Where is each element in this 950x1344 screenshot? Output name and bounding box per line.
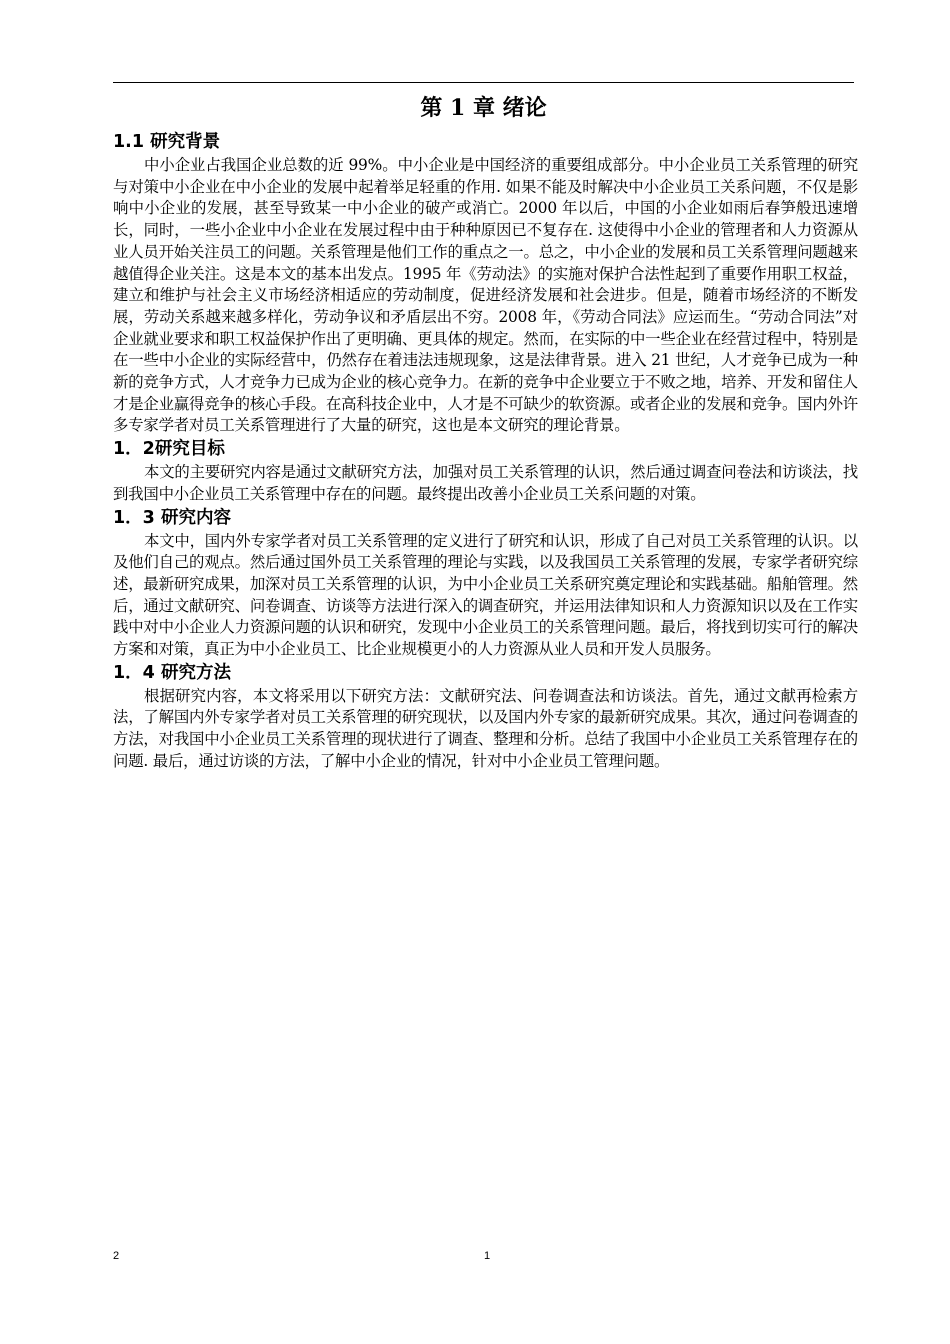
header-rule xyxy=(113,82,854,83)
section-heading-method: 1．4 研究方法 xyxy=(113,662,231,683)
section-paragraph-content: 本文中，国内外专家学者对员工关系管理的定义进行了研究和认识，形成了自己对员工关系管理的认识。以及他们自己的观点。然后通过国外员工关系管理的理论与实践，以及我国员工关系管理的发展，专家学者研究综述，最新研究成果，加深对员工关系管理的认识，为中小企业员工关系研究奠定理论和实践基础。船舶管理。然后，通过文献研究、问卷调查、访谈等方法进行深入的调查研究，并运用法律知识和人力资源知识以及在工作实践中对中小企业人力资源问题的认识和研究，发现中小企业员工的关系管理问题。最后，将找到切实可行的解决方案和对策，真正为中小企业员工、比企业规模更小的人力资源从业人员和开发人员服务。 xyxy=(113,531,858,659)
footer-page-number-left: 2 xyxy=(113,1250,120,1262)
section-paragraph-method: 根据研究内容，本文将采用以下研究方法：文献研究法、问卷调查法和访谈法。首先，通过文献再检索方法，了解国内外专家学者对员工关系管理的研究现状，以及国内外专家的最新研究成果。其次，通过问卷调查的方法，对我国中小企业员工关系管理的现状进行了调查、整理和分析。总结了我国中小企业员工关系管理存在的问题. 最后，通过访谈的方法，了解中小企业的情况，针对中小企业员工管理问题。 xyxy=(113,686,858,770)
document-body xyxy=(113,130,858,773)
section-heading-content: 1．3 研究内容 xyxy=(113,507,231,528)
section-paragraph-objective: 本文的主要研究内容是通过文献研究方法，加强对员工关系管理的认识，然后通过调查问卷法和访谈法，找到我国中小企业员工关系管理中存在的问题。最终提出改善小企业员工关系问题的对策。 xyxy=(113,463,858,503)
section-heading-objective: 1．2研究目标 xyxy=(113,439,225,460)
section-heading-background: 1.1 研究背景 xyxy=(113,132,221,152)
chapter-title: 第 1 章 绪论 xyxy=(420,95,547,121)
footer-page-number-center: 1 xyxy=(484,1250,491,1262)
section-paragraph-background: 中小企业占我国企业总数的近 99%。中小企业是中国经济的重要组成部分。中小企业员工关系管理的研究与对策中小企业在中小企业的发展中起着举足轻重的作用. 如果不能及时解决中小企业员工关系问题，不仅是影响中小企业的发展，甚至导致某一中小企业的破产或消亡。2000 年以后，中国的小企业如雨后春笋般迅速增长，同时，一些小企业中小企业在发展过程中由于种种原因已不复存在. 这使得中小企业的管理者和人力资源从业人员开始关注员工的问题。关系管理是他们工作的重点之一。总之，中小企业的发展和员工关系管理问题越来越值得企业关注。这是本文的基本出发点。1995 年《劳动法》的实施对保护合法性起到了重要作用职工权益，建立和维护与社会主义市场经济相适应的劳动制度，促进经济发展和社会进步。但是，随着市场经济的不断发展，劳动关系越来越多样化，劳动争议和矛盾层出不穷。2008 年，《劳动合同法》应运而生。“劳动合同法”对企业就业要求和职工权益保护作出了更明确、更具体的规定。然而，在实际的中一些企业在经营过程中，特别是在一些中小企业的实际经营中，仍然存在着违法违规现象，这是法律背景。进入 21 世纪，人才竞争已成为一种新的竞争方式，人才竞争力已成为企业的核心竞争力。在新的竞争中企业要立于不败之地，培养、开发和留住人才是企业赢得竞争的核心手段。在高科技企业中，人才是不可缺少的软资源。或者企业的发展和竞争。国内外许多专家学者对员工关系管理进行了大量的研究，这也是本文研究的理论背景。 xyxy=(113,156,858,435)
